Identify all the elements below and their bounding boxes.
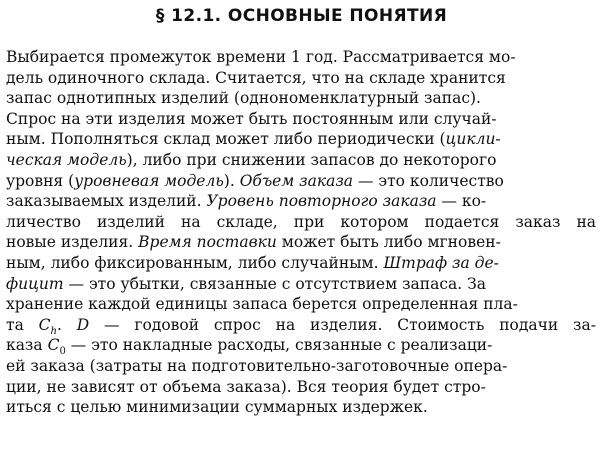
text-segment: Спрос на эти изделия может быть постоянным или случай- [6,109,497,128]
text-segment: 0 [59,346,66,358]
body-paragraph [6,47,596,418]
italic-term: Объем заказа [239,171,354,190]
italic-term: h [50,325,57,337]
italic-term: ческая модель [6,150,127,169]
text-line [6,274,596,295]
text-line [6,356,596,377]
section-heading: § 12.1. ОСНОВНЫЕ ПОНЯТИЯ [155,6,448,26]
text-segment: ). [223,171,240,190]
text-line [6,397,596,418]
italic-term: уровневая модель [74,171,224,190]
text-segment: ным. Пополняться склад может либо периодически ( [6,130,446,149]
text-segment: хранение каждой единицы запаса берется определенная пла- [6,295,518,314]
text-segment: — годовой спрос на изделия. Стоимость подачи за- [89,315,596,334]
text-segment: — это убытки, связанные с отсутствием запаса. За [63,274,487,293]
italic-term: C [38,315,51,334]
text-segment: Выбирается промежуток времени 1 год. Рассматривается мо- [6,48,516,66]
text-line [6,191,596,212]
italic-term: фицит [6,274,64,293]
text-segment: новые изделия. [6,233,139,252]
text-line [6,335,596,356]
text-line [6,68,596,89]
text-segment: — это накладные расходы, связанные с реализаци- [65,336,493,355]
text-segment: заказываемых изделий. [6,192,207,211]
italic-term: цикли- [445,130,501,149]
text-segment: личество изделий на складе, при котором подается заказ на [6,212,597,231]
text-line [6,294,596,315]
text-line [6,253,596,274]
text-segment: ей заказа (затраты на подготовительно-заготовочные опера- [6,356,508,375]
text-segment: дель одиночного склада. Считается, что на складе хранится [6,68,506,87]
italic-term: Штраф за де- [383,253,499,272]
text-segment: ции, не зависят от объема заказа). Вся теория будет стро- [6,377,486,396]
text-segment: та [6,315,39,334]
italic-term: C [47,336,60,355]
italic-term: Уровень повторного заказа [206,192,437,211]
text-segment: каза [6,336,48,355]
text-segment: ным, либо фиксированным, либо случайным. [6,253,384,272]
italic-term: Время поставки [138,233,277,252]
text-line [6,315,596,336]
text-segment: — ко- [436,192,487,211]
text-segment: запас однотипных изделий (однономенклатурный запас). [6,89,481,108]
text-line [6,171,596,192]
text-line [6,377,596,398]
text-line [6,150,596,171]
text-line [6,212,596,233]
text-segment: — это количество [353,171,504,190]
text-line [6,232,596,253]
text-line [6,129,596,150]
text-segment: может быть либо мгновен- [276,233,501,252]
text-segment: ), либо при снижении запасов до некоторого [126,150,497,169]
text-segment: иться с целью минимизации суммарных издержек. [6,398,428,417]
text-line [6,88,596,109]
italic-term: D [76,315,90,334]
text-line [6,109,596,130]
text-segment: уровня ( [6,171,75,190]
text-line [6,47,596,68]
text-segment: . [57,315,77,334]
